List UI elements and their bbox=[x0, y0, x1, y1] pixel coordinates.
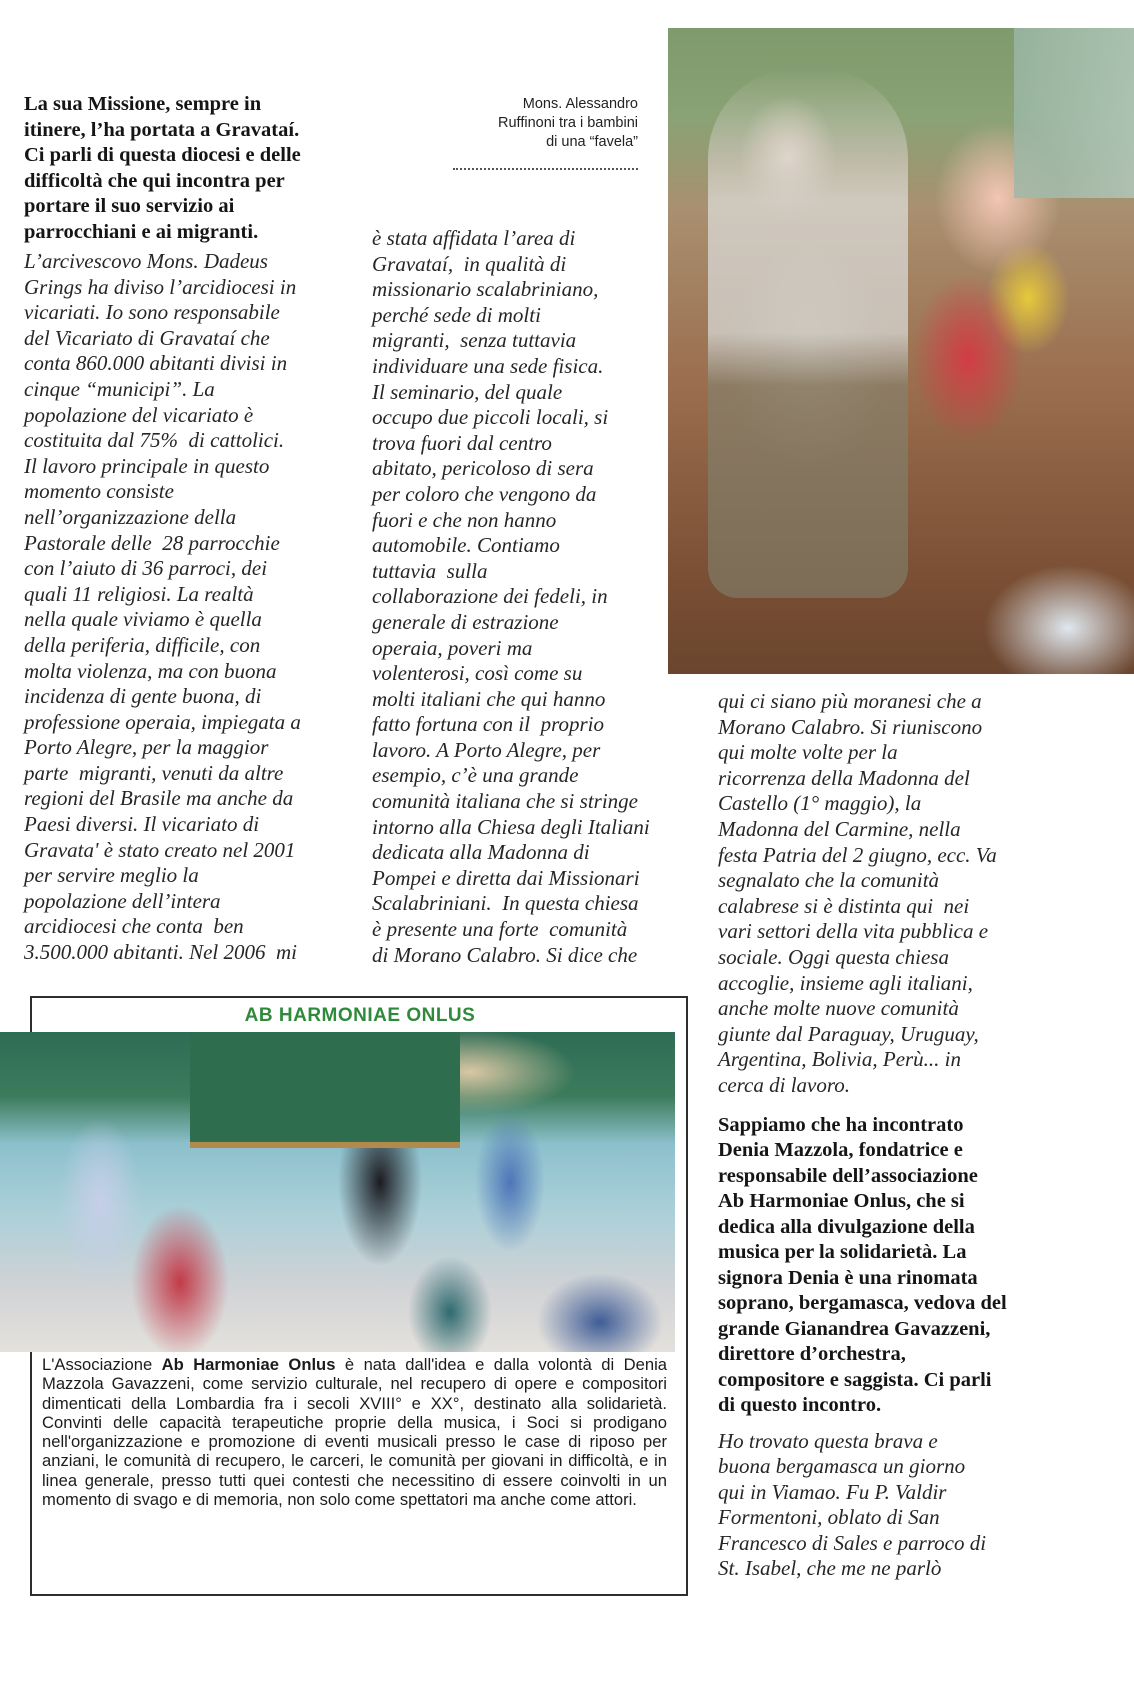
text-line: Morano Calabro. Si riuniscono bbox=[718, 714, 983, 739]
text-line: individuare una sede fisica. bbox=[372, 353, 604, 378]
answer-2 bbox=[718, 1429, 1048, 1583]
text-line: di Morano Calabro. Si dice che bbox=[372, 942, 638, 967]
column-3 bbox=[718, 689, 1048, 1582]
caption-line: Mons. Alessandro bbox=[522, 96, 638, 112]
text-line: sociale. Oggi questa chiesa bbox=[718, 944, 949, 969]
column-1 bbox=[24, 92, 354, 966]
text-line: compositore e saggista. Ci parli bbox=[718, 1368, 992, 1391]
text-line: itinere, l’ha portata a Gravataí. bbox=[24, 118, 300, 141]
text-line: giunte dal Paraguay, Uruguay, bbox=[718, 1021, 979, 1046]
text-line: Il lavoro principale in questo bbox=[24, 453, 270, 478]
text-line: fuori e che non hanno bbox=[372, 507, 557, 532]
text-line: è stata affidata l’area di bbox=[372, 226, 576, 250]
text-line: Paesi diversi. Il vicariato di bbox=[24, 812, 260, 837]
text-line: soprano, bergamasca, vedova del bbox=[718, 1292, 1007, 1314]
text-line: costituita dal 75% di cattolici. bbox=[24, 428, 285, 453]
caption-line: di una “favela” bbox=[546, 134, 638, 150]
text-line: Porto Alegre, per la maggior bbox=[24, 735, 269, 760]
text-line: abitato, pericoloso di sera bbox=[372, 456, 594, 481]
text-line: occupo due piccoli locali, si bbox=[372, 405, 609, 430]
box-title: AB HARMONIAE ONLUS bbox=[244, 1005, 476, 1026]
text-line: Pompei e diretta dai Missionari bbox=[372, 865, 640, 890]
text-line: Denia Mazzola, fondatrice e bbox=[718, 1139, 963, 1161]
text-line: incidenza di gente buona, di bbox=[24, 684, 262, 709]
text-line: popolazione del vicariato è bbox=[24, 402, 254, 427]
text-line: di questo incontro. bbox=[718, 1394, 882, 1416]
text-line: trova fuori dal centro bbox=[372, 430, 552, 455]
text-line: arcidiocesi che conta ben bbox=[24, 914, 244, 939]
text-line: buona bergamasca un giorno bbox=[718, 1454, 966, 1479]
text-line: automobile. Contiamo bbox=[372, 533, 560, 558]
text-line: Scalabriniani. In questa chiesa bbox=[372, 891, 639, 916]
text-line: conta 860.000 abitanti divisi in bbox=[24, 351, 288, 376]
text-line: qui molte volte per la bbox=[718, 740, 898, 765]
text-line: intorno alla Chiesa degli Italiani bbox=[372, 814, 650, 839]
caption-dotted-rule bbox=[453, 168, 638, 170]
text-line: Argentina, Bolivia, Perù... in bbox=[718, 1047, 962, 1072]
text-line: La sua Missione, sempre in bbox=[24, 93, 262, 115]
text-line: per servire meglio la bbox=[24, 863, 199, 888]
text-line: Sappiamo che ha incontrato bbox=[718, 1113, 964, 1136]
text-line: perché sede di molti bbox=[372, 302, 541, 327]
text-line: segnalato che la comunità bbox=[718, 868, 940, 893]
text-line: esempio, c’è una grande bbox=[372, 763, 579, 788]
text-line: anche molte nuove comunità bbox=[718, 996, 959, 1021]
text-line: per coloro che vengono da bbox=[372, 481, 597, 506]
text-line: Formentoni, oblato di San bbox=[718, 1505, 940, 1530]
text-line: parrocchiani e ai migranti. bbox=[24, 220, 259, 243]
text-line: collaborazione dei fedeli, in bbox=[372, 584, 608, 609]
caption-line: Ruffinoni tra i bambini bbox=[498, 115, 638, 131]
box-text bbox=[42, 1355, 667, 1509]
text-line: qui in Viamao. Fu P. Valdir bbox=[718, 1479, 947, 1504]
photo-chalkboard bbox=[190, 1032, 460, 1148]
text-line: con l’aiuto di 36 parroci, dei bbox=[24, 556, 268, 581]
text-line: quali 11 religiosi. La realtà bbox=[24, 581, 254, 606]
text-line: 3.500.000 abitanti. Nel 2006 mi bbox=[24, 940, 297, 965]
text-line: lavoro. A Porto Alegre, per bbox=[372, 737, 601, 762]
text-line: vari settori della vita pubblica e bbox=[718, 919, 989, 944]
box-text-bold: Ab Harmoniae Onlus bbox=[161, 1355, 336, 1374]
photo-children-dancing bbox=[0, 1032, 675, 1352]
text-line: della periferia, difficile, con bbox=[24, 632, 261, 657]
text-line: difficoltà che qui incontra per bbox=[24, 169, 285, 192]
text-line: fatto fortuna con il proprio bbox=[372, 712, 604, 737]
text-line: regioni del Brasile ma anche da bbox=[24, 786, 294, 811]
text-line: momento consiste bbox=[24, 479, 174, 504]
text-line: del Vicariato di Gravataí che bbox=[24, 325, 270, 350]
text-line: tuttavia sulla bbox=[372, 558, 488, 583]
text-line: migranti, senza tuttavia bbox=[372, 328, 577, 353]
text-line: festa Patria del 2 giugno, ecc. Va bbox=[718, 842, 997, 867]
text-line: popolazione dell’intera bbox=[24, 888, 221, 913]
text-line: responsabile dell’associazione bbox=[718, 1164, 978, 1187]
text-line: nell’organizzazione della bbox=[24, 504, 237, 529]
text-line: è presente una forte comunità bbox=[372, 917, 628, 942]
answer-1-end bbox=[718, 689, 1048, 1099]
text-line: Ab Harmoniae Onlus, che si bbox=[718, 1190, 965, 1212]
text-line: L’arcivescovo Mons. Dadeus bbox=[24, 249, 268, 273]
text-line: calabrese si è distinta qui nei bbox=[718, 893, 970, 918]
photo-caption bbox=[440, 95, 638, 152]
column-2 bbox=[372, 226, 692, 968]
photo-mons-ruffinoni-favela bbox=[668, 28, 1134, 674]
question-1 bbox=[24, 92, 354, 245]
text-line: Castello (1° maggio), la bbox=[718, 791, 922, 816]
text-line: Pastorale delle 28 parrocchie bbox=[24, 530, 280, 555]
box-text-prefix: L'Associazione bbox=[42, 1355, 162, 1374]
box-text-rest: è nata dall'idea e dalla volontà di Denia Mazzola Gavazzeni, come servizio culturale, nel recupero di opere e compositori dimenticati della Lombardia fra i secoli XVIII° e XX°, destinato alla solidarietà. Convinti delle capacità terapeutiche proprie della musica, i Soci si prodigano nell'organizzazione e promozione di eventi musicali presso le case di riposo per anziani, le comunità di recupero, le carceri, le comunità per giovani in difficoltà, e in linea generale, presso tutti quei contesti che necessitino di essere coinvolti in un momento di svago e di memoria, non solo come spettatori ma anche come attori. bbox=[42, 1355, 667, 1510]
text-line: cerca di lavoro. bbox=[718, 1072, 850, 1097]
text-line: dedicata alla Madonna di bbox=[372, 840, 590, 865]
text-line: vicariati. Io sono responsabile bbox=[24, 300, 280, 325]
text-line: professione operaia, impiegata a bbox=[24, 709, 301, 734]
text-line: comunità italiana che si stringe bbox=[372, 789, 638, 814]
text-line: molta violenza, ma con buona bbox=[24, 658, 277, 683]
question-2 bbox=[718, 1113, 1048, 1419]
text-line: Gravataí, in qualità di bbox=[372, 251, 567, 276]
text-line: direttore d’orchestra, bbox=[718, 1343, 906, 1365]
text-line: ricorrenza della Madonna del bbox=[718, 765, 970, 790]
text-line: Il seminario, del quale bbox=[372, 379, 563, 404]
text-line: dedica alla divulgazione della bbox=[718, 1215, 975, 1238]
text-line: accoglie, insieme agli italiani, bbox=[718, 970, 973, 995]
answer-1 bbox=[24, 249, 354, 966]
text-line: portare il suo servizio ai bbox=[24, 195, 235, 217]
text-line: Ci parli di questa diocesi e delle bbox=[24, 144, 301, 166]
text-line: Grings ha diviso l’arcidiocesi in bbox=[24, 274, 297, 299]
text-line: musica per la solidarietà. La bbox=[718, 1241, 967, 1263]
text-line: grande Gianandrea Gavazzeni, bbox=[718, 1317, 991, 1340]
text-line: volenterosi, così come su bbox=[372, 661, 583, 686]
text-line: signora Denia è una rinomata bbox=[718, 1266, 978, 1289]
text-line: Ho trovato questa brava e bbox=[718, 1428, 938, 1453]
text-line: St. Isabel, che me ne parlò bbox=[718, 1556, 942, 1581]
photo-figure-man bbox=[708, 68, 908, 598]
text-line: operaia, poveri ma bbox=[372, 635, 533, 660]
text-line: molti italiani che qui hanno bbox=[372, 686, 606, 711]
text-line: missionario scalabriniano, bbox=[372, 277, 599, 302]
text-line: generale di estrazione bbox=[372, 609, 559, 634]
answer-1-continued bbox=[372, 226, 692, 968]
text-line: cinque “municipi”. La bbox=[24, 376, 215, 401]
text-line: nella quale viviamo è quella bbox=[24, 607, 262, 632]
text-line: Francesco di Sales e parroco di bbox=[718, 1530, 987, 1555]
photo-wall-background bbox=[1014, 28, 1134, 198]
text-line: Gravata' è stato creato nel 2001 bbox=[24, 837, 296, 862]
text-line: Madonna del Carmine, nella bbox=[718, 816, 961, 841]
text-line: parte migranti, venuti da altre bbox=[24, 760, 284, 785]
text-line: qui ci siano più moranesi che a bbox=[718, 689, 982, 713]
